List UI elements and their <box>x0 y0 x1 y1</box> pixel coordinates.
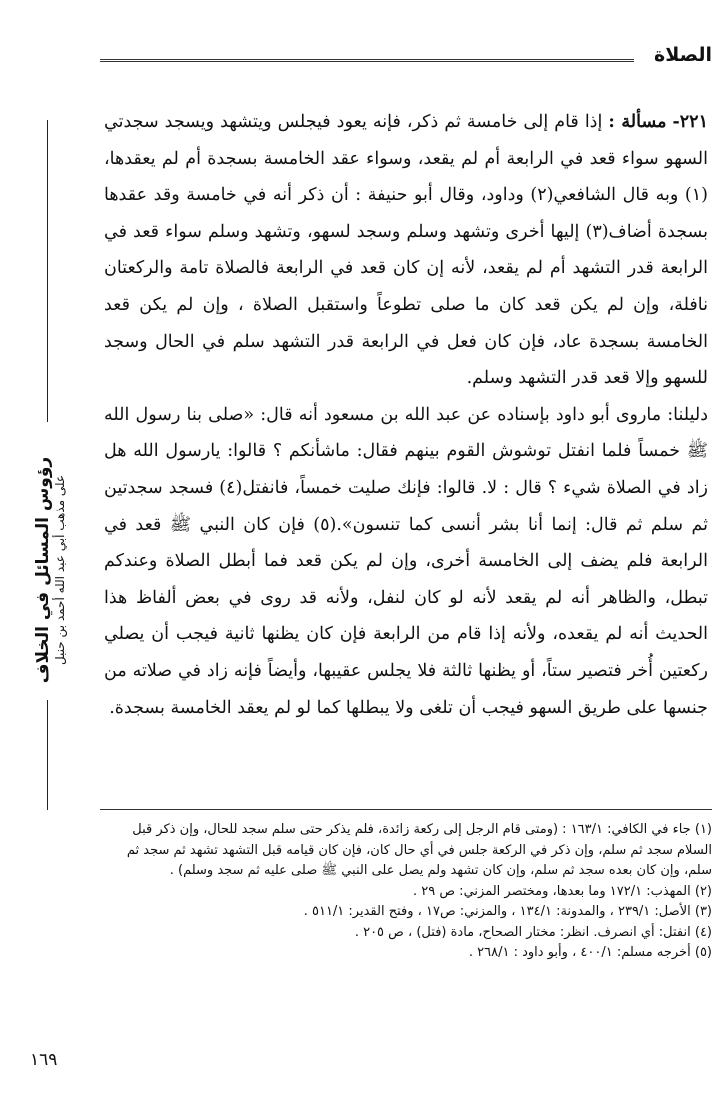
footnote-separator <box>100 809 712 810</box>
header-title: الصلاة <box>653 44 712 66</box>
footnote-number: (٣) <box>694 904 712 919</box>
footnote-text: جاء في الكافي: ١٦٣/١ : (ومتى قام الرجل إلى ركعة زائدة، فلم يذكر حتى سلم سجد للحال، وإن ذكر قبل السلام سجد ثم سلم، وإن ذكر في الركعة جلس في أي حال كان، فإن كان قيامه قبل التشهد تشهد ثم سجد ثم سلم، وإن كان بعده سجد ثم سلم، وإن كان تشهد ولم يصل على النبي ﷺ صلى عليه ثم سجد وسلم) . <box>126 822 712 878</box>
footnote-text: الأصل: ٢٣٩/١ ، والمدونة: ١٣٤/١ ، والمزني: ص١٧ ، وفتح القدير: ٥١١/١ . <box>303 904 691 919</box>
footnote-text: أخرجه مسلم: ٤٠٠/١ ، وأبو داود : ٢٦٨/١ . <box>468 945 691 960</box>
footnote-text: انفتل: أي انصرف. انظر: مختار الصحاح، مادة (فتل) ، ص ٢٠٥ . <box>354 924 691 940</box>
book-subtitle: على مذهب أبي عبد الله أحمد بن حنبل <box>53 474 67 666</box>
header-rule <box>100 59 634 62</box>
footnote <box>100 902 712 923</box>
footnote-text: المهذب: ١٧٢/١ وما بعدها، ومختصر المزني: ص ٢٩ . <box>412 883 691 899</box>
issue-number: ٢٢١- <box>672 112 708 132</box>
footnote-number: (٤) <box>694 924 712 940</box>
footnote <box>100 943 712 964</box>
paragraph-issue <box>104 104 708 397</box>
footnote <box>100 923 712 944</box>
footnotes <box>100 820 712 964</box>
footnote-number: (٢) <box>694 883 712 899</box>
side-rule-bottom <box>47 700 48 810</box>
footnote <box>100 882 712 903</box>
footnote-number: (١) <box>694 822 712 837</box>
side-running-title <box>0 120 100 720</box>
issue-label: مسألة : <box>608 112 667 132</box>
footnote <box>100 820 712 882</box>
book-title: رؤوس المسائل في الخلاف <box>33 456 53 684</box>
side-rule-top <box>47 120 48 422</box>
footnote-number: (٥) <box>694 945 712 960</box>
page-number: ١٦٩ <box>30 1050 58 1070</box>
side-text-rotated <box>33 457 67 683</box>
paragraph-text: إذا قام إلى خامسة ثم ذكر، فإنه يعود فيجلس ويتشهد ويسجد سجدتي السهو سواء قعد في الرابعة أم لم يقعد، وسواء عقد الخامسة بسجدة أم لم يعقدها،(١) وبه قال الشافعي(٢) وداود، وقال أبو حنيفة : أن ذكر أنه في خامسة وقد عقدها بسجدة أضاف(٣) إليها أخرى وتشهد وسلم وسجد لسهو، وتشهد وسلم سواء قعد في الرابعة قدر التشهد أم لم يقعد، لأنه إن كان قعد في الرابعة فالصلاة تامة والركعتان نافلة، وإن لم يكن قعد كان ما صلى تطوعاً واستقبل الصلاة ، وإن لم يكن قعد الخامسة بسجدة عاد، فإن كان فعل في الرابعة قدر التشهد سلم في الحال وسجد للسهو وإلا قعد قدر التشهد وسلم. <box>104 112 708 389</box>
running-header <box>100 44 712 70</box>
paragraph-evidence: دليلنا: ماروى أبو داود بإسناده عن عبد الله بن مسعود أنه قال: «صلى بنا رسول الله ﷺ خمساً فلما انفتل توشوش القوم بينهم فقال: ماشأنكم ؟ قالوا: يارسول الله هل زاد في الصلاة شيء ؟ قال : لا. قالوا: فإنك صليت خمساً، فانفتل(٤) فسجد سجدتين ثم سلم ثم قال: إنما أنا بشر أنسى كما تنسون».(٥) فإن كان النبي ﷺ قعد في الرابعة فلم يضف إلى الخامسة أخرى، وإن لم يكن قعد فما أبطل الصلاة وعندكم تبطل، والظاهر أنه لم يقعد لأنه لو كان لنفل، ولأنه قد روى في بعض ألفاظ هذا الحديث أنه لم يقعده، ولأنه إذا قام من الرابعة فإن كان يظنها ثانية فيجب أن يصلي ركعتين أُخر فتصير ستاً، أو يظنها ثالثة فلا يجلس عقيبها، وأيضاً فإنه زاد في صلاته من جنسها على طريق السهو فيجب أن تلغى ولا يبطلها كما لو لم يعقد الخامسة بسجدة. <box>104 404 709 718</box>
main-text <box>104 104 708 726</box>
